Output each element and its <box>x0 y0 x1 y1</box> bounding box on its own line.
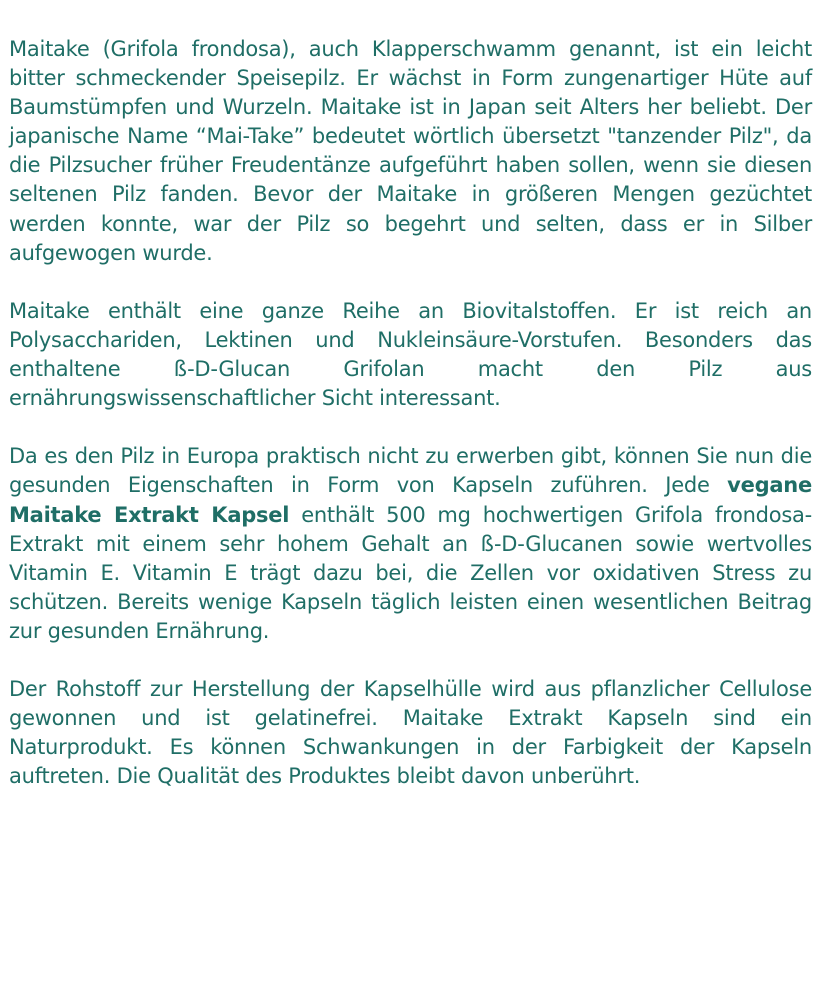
paragraph-capsules-text-start: Da es den Pilz in Europa praktisch nicht zu erwerben gibt, können Sie nun die gesunden Eigenschaften in Form von Kapseln zuführen. Jede <box>9 444 812 498</box>
paragraph-capsule-shell: Der Rohstoff zur Herstellung der Kapselhülle wird aus pflanzlicher Cellulose gewonnen und ist gelatinefrei. Maitake Extrakt Kapseln sind ein Naturprodukt. Es können Schwankungen in der Farbigkeit der Kapseln auftreten. Die Qualität des Produktes bleibt davon unberührt. <box>9 677 812 789</box>
paragraph-nutrients: Maitake enthält eine ganze Reihe an Biovitalstoffen. Er ist reich an Polysacchariden, Lektinen und Nukleinsäure-Vorstufen. Besonders das enthaltene ß-D-Glucan Grifolan macht den Pilz aus ernährungswissenschaftlicher Sicht interessant. <box>9 298 812 411</box>
paragraph-intro: Maitake (Grifola frondosa), auch Klapperschwamm genannt, ist ein leicht bitter schmeckender Speisepilz. Er wächst in Form zungenartiger Hüte auf Baumstümpfen und Wurzeln. Maitake ist in Japan seit Alters her beliebt. Der japanische Name “Mai-Take” bedeutet wörtlich übersetzt "tanzender Pilz", da die Pilzsucher früher Freudentänze aufgeführt haben sollen, wenn sie diesen seltenen Pilz fanden. Bevor der Maitake in größeren Mengen gezüchtet werden konnte, war der Pilz so begehrt und selten, dass er in Silber aufgewogen wurde. <box>9 37 812 265</box>
paragraph-capsules <box>9 442 812 646</box>
product-description <box>9 35 812 791</box>
paragraph-capsules-text-end: enthält 500 mg hochwertigen Grifola frondosa-Extrakt mit einem sehr hohem Gehalt an ß-D-Glucanen sowie wertvolles Vitamin E. Vitamin E trägt dazu bei, die Zellen vor oxidativen Stress zu schützen. Bereits wenige Kapseln täglich leisten einen wesentlichen Beitrag zur gesunden Ernährung. <box>9 502 812 643</box>
product-name-highlight: vegane Maitake Extrakt Kapsel <box>9 473 812 527</box>
